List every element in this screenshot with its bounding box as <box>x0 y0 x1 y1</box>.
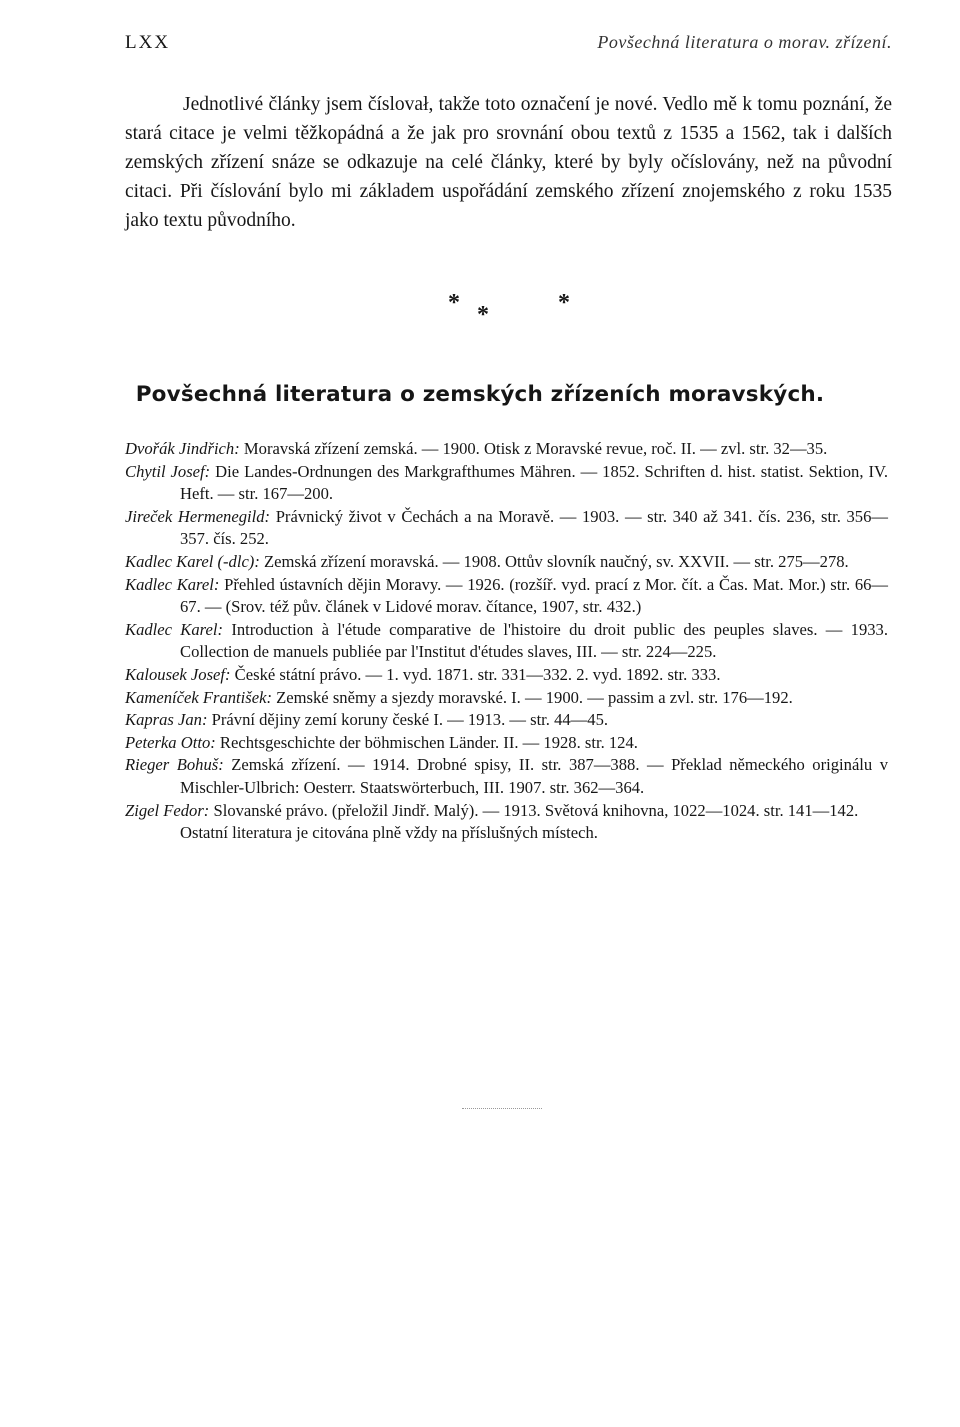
entry-author: Kadlec Karel (-dlc): <box>125 551 260 571</box>
entry-author: Kadlec Karel: <box>125 619 224 639</box>
bibliography-entry <box>125 754 888 799</box>
asterisk-left: * <box>448 290 460 316</box>
bibliography-entry <box>125 461 888 506</box>
entry-text: Zemské sněmy a sjezdy moravské. I. — 1900. — passim a zvl. str. 176—192. <box>272 687 793 707</box>
bibliography-entry <box>125 438 888 461</box>
asterism-separator <box>0 290 960 330</box>
bibliography-entry <box>125 709 888 732</box>
entry-author: Zigel Fedor: <box>125 800 210 820</box>
entry-author: Peterka Otto: <box>125 732 216 752</box>
bibliography-entry <box>125 664 888 687</box>
entry-text: Moravská zřízení zemská. — 1900. Otisk z Moravské revue, roč. II. — zvl. str. 32—35. <box>239 439 828 458</box>
closing-note: Ostatní literatura je citována plně vždy na příslušných místech. <box>180 823 598 843</box>
entry-author: Rieger Bohuš: <box>125 755 224 775</box>
bibliography-list <box>125 438 888 845</box>
intro-section <box>125 90 892 235</box>
entry-text: České státní právo. — 1. vyd. 1871. str. 331—332. 2. vyd. 1892. str. 333. <box>230 664 721 684</box>
entry-text: Die Landes-Ordnungen des Markgrafthumes Mähren. — 1852. Schriften d. hist. statist. Sektion, IV. Heft. — str. 167—200. <box>180 461 888 504</box>
asterisk-right: * <box>558 290 570 316</box>
asterisk-middle: * <box>477 302 489 328</box>
entry-author: Chytil Josef: <box>125 461 211 481</box>
entry-text: Introduction à l'étude comparative de l'histoire du droit public des peuples slaves. — 1933. Collection de manuels publiée par l'Institut d'études slaves, III. — str. 224—225. <box>180 619 888 662</box>
section-title: Povšechná literatura o zemských zřízeních moravských. <box>135 382 825 407</box>
entry-text: Přehled ústavních dějin Moravy. — 1926. (rozšíř. vyd. prací z Mor. čít. a Čas. Mat. Mor.) str. 66—67. — (Srov. též pův. článek v Lidové morav. čítance, 1907, str. 432.) <box>180 574 889 617</box>
running-title: Povšechná literatura o morav. zřízení. <box>597 32 892 52</box>
entry-text: Právní dějiny zemí koruny české I. — 1913. — str. 44—45. <box>207 710 609 730</box>
entry-author: Kapras Jan: <box>125 710 208 730</box>
entry-text: Rechtsgeschichte der böhmischen Länder. II. — 1928. str. 124. <box>215 732 638 752</box>
entry-author: Dvořák Jindřich: <box>125 439 240 458</box>
entry-text: Právnický život v Čechách a na Moravě. — 1903. — str. 340 až 341. čís. 236, str. 356—357. čís. 252. <box>180 506 888 549</box>
page-number: LXX <box>125 32 171 53</box>
end-rule <box>462 1108 542 1109</box>
bibliography-entry <box>125 687 888 710</box>
entry-author: Kadlec Karel: <box>125 574 220 594</box>
bibliography-entry <box>125 732 888 755</box>
entry-text: Zemská zřízení moravská. — 1908. Ottův slovník naučný, sv. XXVII. — str. 275—278. <box>259 551 849 571</box>
entry-text: Zemská zřízení. — 1914. Drobné spisy, II. str. 387—388. — Překlad německého originálu v Mischler-Ulbrich: Oesterr. Staatswörterbuch, III. 1907. str. 362—364. <box>180 755 889 797</box>
entry-author: Jireček Hermenegild: <box>125 506 271 526</box>
entry-author: Kalousek Josef: <box>125 664 231 684</box>
bibliography-entry <box>125 551 888 574</box>
bibliography-entry <box>125 800 888 823</box>
bibliography-entry <box>125 574 888 619</box>
entry-text: Slovanské právo. (přeložil Jindř. Malý). — 1913. Světová knihovna, 1022—1024. str. 141—142. <box>209 800 859 820</box>
page-header <box>125 32 892 62</box>
entry-author: Kameníček František: <box>125 687 272 707</box>
bibliography-entry <box>125 619 888 664</box>
intro-paragraph: Jednotlivé články jsem číslovał, takže toto označení je nové. Vedlo mě k tomu poznání, že stará citace je velmi těžkopádná a že jak pro srovnání obou textů z 1535 a 1562, tak i dalších zemských zřízení snáze se odkazuje na celé články, které by byly očíslovány, než na původní citaci. Při číslování bylo mi základem uspořádání zemského zřízení znojemského z roku 1535 jako textu původního. <box>125 94 892 231</box>
bibliography-entry <box>125 506 888 551</box>
